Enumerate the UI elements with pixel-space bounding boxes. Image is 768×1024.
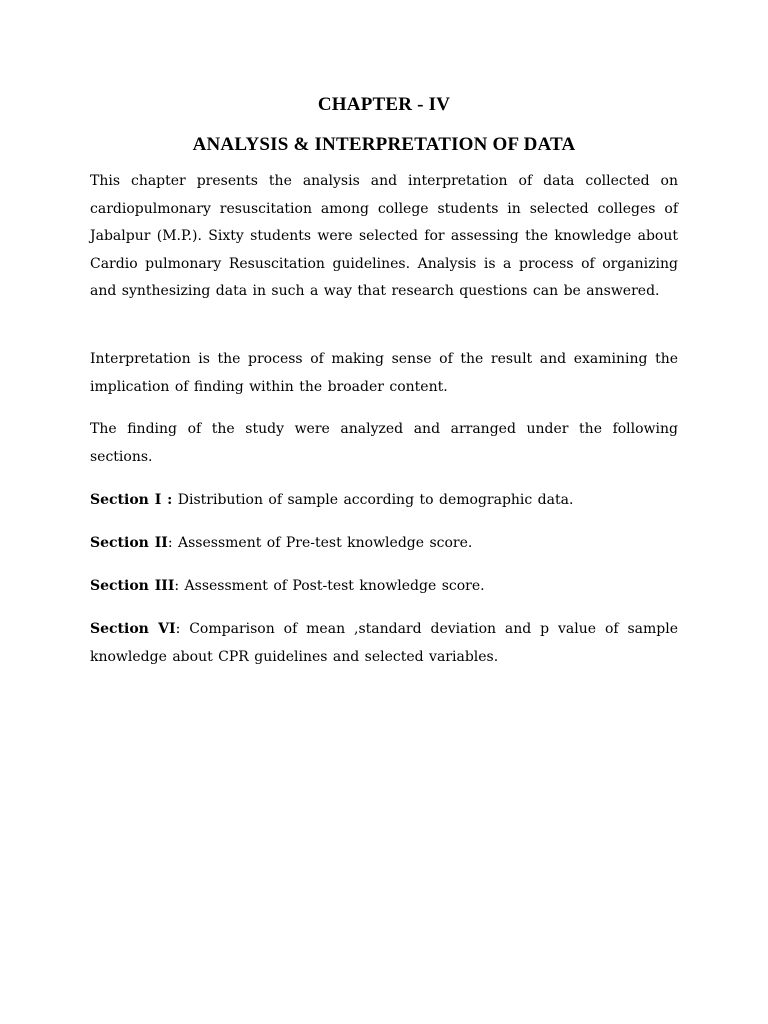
section-label: Section II (90, 535, 168, 551)
section-item-3 (90, 573, 678, 601)
section-description: : Assessment of Pre-test knowledge score. (167, 535, 473, 551)
intro-paragraph: This chapter presents the analysis and interpretation of data collected on cardiopulmonary resuscitation among college students in selected colleges of Jabalpur (M.P.). Sixty students were selected for assessing the knowledge about Cardio pulmonary Resuscitation guidelines. Analysis is a process of organizing and synthesizing data in such a way that research questions can be answered. (90, 173, 678, 299)
findings-paragraph: The finding of the study were analyzed and arranged under the following sections. (90, 421, 678, 465)
section-description: : Assessment of Post-test knowledge score. (174, 578, 485, 594)
chapter-title: CHAPTER - IV (317, 94, 451, 115)
section-item-2 (90, 530, 678, 558)
section-item-4 (90, 616, 678, 671)
section-item-1 (90, 487, 678, 515)
section-label: Section III (90, 578, 175, 594)
section-label: Section VI (90, 621, 176, 637)
section-description: : Comparison of mean ,standard deviation and p value of sample knowledge about CPR guidelines and selected variables. (90, 621, 678, 665)
interpretation-paragraph: Interpretation is the process of making sense of the result and examining the implication of finding within the broader content. (90, 351, 678, 395)
chapter-subtitle: ANALYSIS & INTERPRETATION OF DATA (192, 134, 576, 155)
section-description: Distribution of sample according to demographic data. (172, 492, 574, 508)
section-label: Section I : (90, 492, 173, 508)
